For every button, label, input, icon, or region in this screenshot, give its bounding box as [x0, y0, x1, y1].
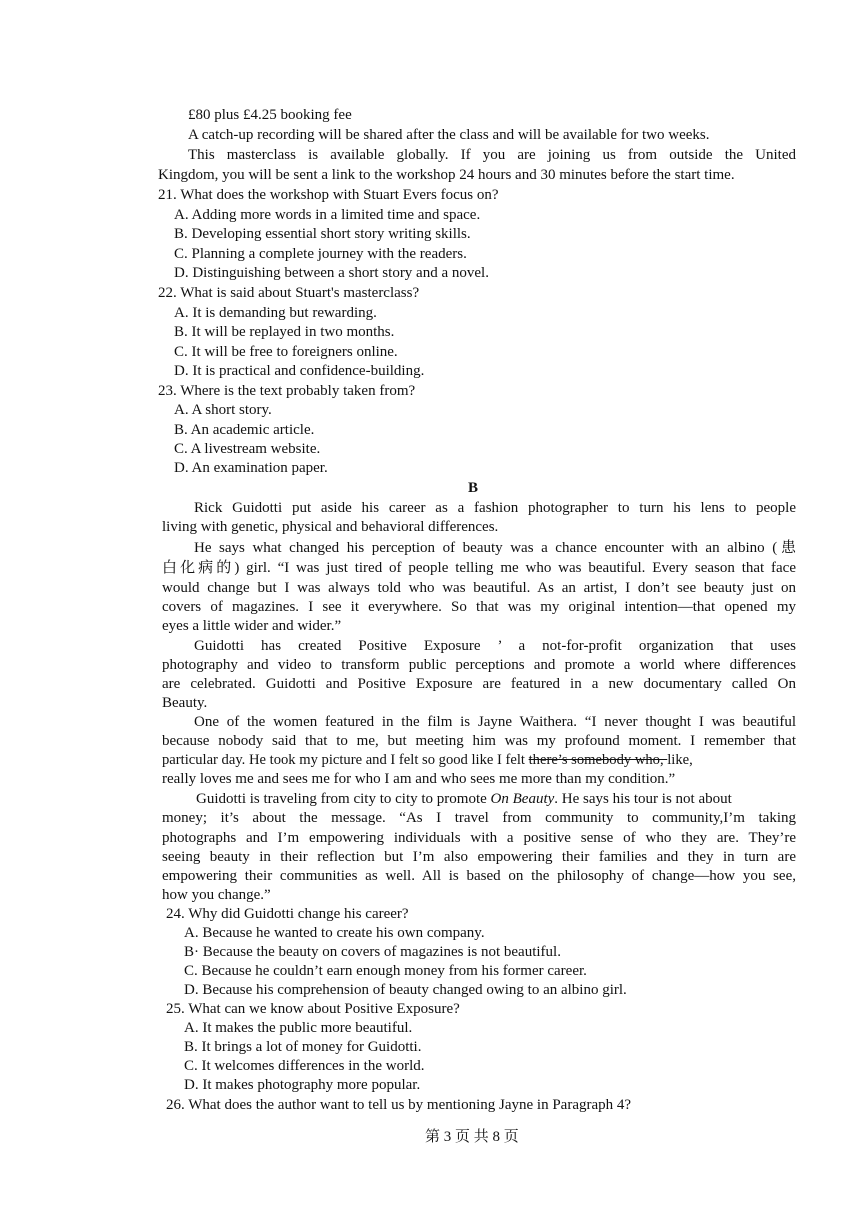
passage-line: 白化病的) girl. “I was just tired of people telling me who was beautiful. Every season that face [162, 560, 796, 576]
question-26-stem: 26. What does the author want to tell us by mentioning Jayne in Paragraph 4? [166, 1097, 632, 1113]
question-22-stem: 22. What is said about Stuart's masterclass? [158, 285, 420, 301]
passage-line: seeing beauty in their reflection but I’m also empowering their families and they in turn are [162, 849, 796, 865]
question-21-option-a: A. Adding more words in a limited time and space. [174, 207, 481, 223]
question-21-option-d: D. Distinguishing between a short story and a novel. [174, 265, 489, 281]
passage-line: photographs and I’m empowering individuals with a positive sense of who they are. They’re [162, 830, 796, 846]
passage-line: He says what changed his perception of beauty was a chance encounter with an albino (患 [194, 540, 796, 556]
question-25-stem: 25. What can we know about Positive Exposure? [166, 1001, 460, 1017]
passage-line: money; it’s about the message. “As I travel from community to community,I’m taking [162, 810, 796, 826]
question-25-option-d: D. It makes photography more popular. [184, 1077, 421, 1093]
passage-line: would change but I was always told who was beautiful. As an artist, I don’t see beauty just on [162, 580, 796, 596]
intro-line: Kingdom, you will be sent a link to the workshop 24 hours and 30 minutes before the start time. [158, 167, 735, 183]
question-24-option-a: A. Because he wanted to create his own company. [184, 925, 485, 941]
passage-text: like, [667, 752, 693, 768]
passage-line: covers of magazines. I see it everywhere. So that was my original intention—that opened my [162, 599, 796, 615]
passage-line: eyes a little wider and wider.” [162, 618, 342, 634]
passage-line: empowering their communities as well. All is based on the philosophy of change—how you see, [162, 868, 796, 884]
page-number: 第 3 页 共 8 页 [425, 1129, 519, 1145]
passage-line [162, 751, 802, 769]
passage-line [196, 790, 796, 808]
section-heading: B [468, 480, 479, 496]
passage-line: Beauty. [162, 695, 208, 711]
question-22-option-c: C. It will be free to foreigners online. [174, 344, 398, 360]
question-25-option-c: C. It welcomes differences in the world. [184, 1058, 425, 1074]
passage-line: because nobody said that to me, but meeting him was my profound moment. I remember that [162, 733, 796, 749]
question-24-option-c: C. Because he couldn’t earn enough money from his former career. [184, 963, 587, 979]
question-25-option-b: B. It brings a lot of money for Guidotti. [184, 1039, 422, 1055]
intro-line: A catch-up recording will be shared after the class and will be available for two weeks. [188, 127, 710, 143]
passage-line: are celebrated. Guidotti and Positive Exposure are featured in a new documentary called On [162, 676, 796, 692]
question-23-option-c: C. A livestream website. [174, 441, 321, 457]
passage-text: . He says his tour is not about [554, 791, 732, 807]
question-22-option-d: D. It is practical and confidence-building. [174, 363, 425, 379]
question-23-stem: 23. Where is the text probably taken from? [158, 383, 416, 399]
passage-line: photography and video to transform public perceptions and promote a world where differences [162, 657, 796, 673]
price-line: £80 plus £4.25 booking fee [188, 107, 352, 123]
question-23-option-a: A. A short story. [174, 402, 272, 418]
question-24-option-d: D. Because his comprehension of beauty changed owing to an albino girl. [184, 982, 627, 998]
passage-line: how you change.” [162, 887, 271, 903]
question-21-stem: 21. What does the workshop with Stuart Evers focus on? [158, 187, 499, 203]
passage-line: really loves me and sees me for who I am and who sees me more than my condition.” [162, 771, 676, 787]
passage-line: Guidotti has created Positive Exposure ’ a not-for-profit organization that uses [194, 638, 796, 654]
question-21-option-c: C. Planning a complete journey with the readers. [174, 246, 467, 262]
passage-line: One of the women featured in the film is Jayne Waithera. “I never thought I was beautiful [194, 714, 796, 730]
question-22-option-a: A. It is demanding but rewarding. [174, 305, 377, 321]
passage-text: particular day. He took my picture and I felt so good like I felt [162, 752, 529, 768]
question-24-option-b: B· Because the beauty on covers of magazines is not beautiful. [184, 944, 561, 960]
question-22-option-b: B. It will be replayed in two months. [174, 324, 395, 340]
question-24-stem: 24. Why did Guidotti change his career? [166, 906, 409, 922]
passage-line: living with genetic, physical and behavioral differences. [162, 519, 499, 535]
question-23-option-b: B. An academic article. [174, 422, 315, 438]
struck-text: there’s somebody who, [528, 752, 668, 768]
question-25-option-a: A. It makes the public more beautiful. [184, 1020, 413, 1036]
passage-text: Guidotti is traveling from city to city to promote [196, 791, 491, 807]
intro-line: This masterclass is available globally. If you are joining us from outside the United [188, 147, 796, 163]
film-title: On Beauty [490, 791, 555, 807]
question-23-option-d: D. An examination paper. [174, 460, 328, 476]
question-21-option-b: B. Developing essential short story writing skills. [174, 226, 471, 242]
passage-line: Rick Guidotti put aside his career as a fashion photographer to turn his lens to people [194, 500, 796, 516]
